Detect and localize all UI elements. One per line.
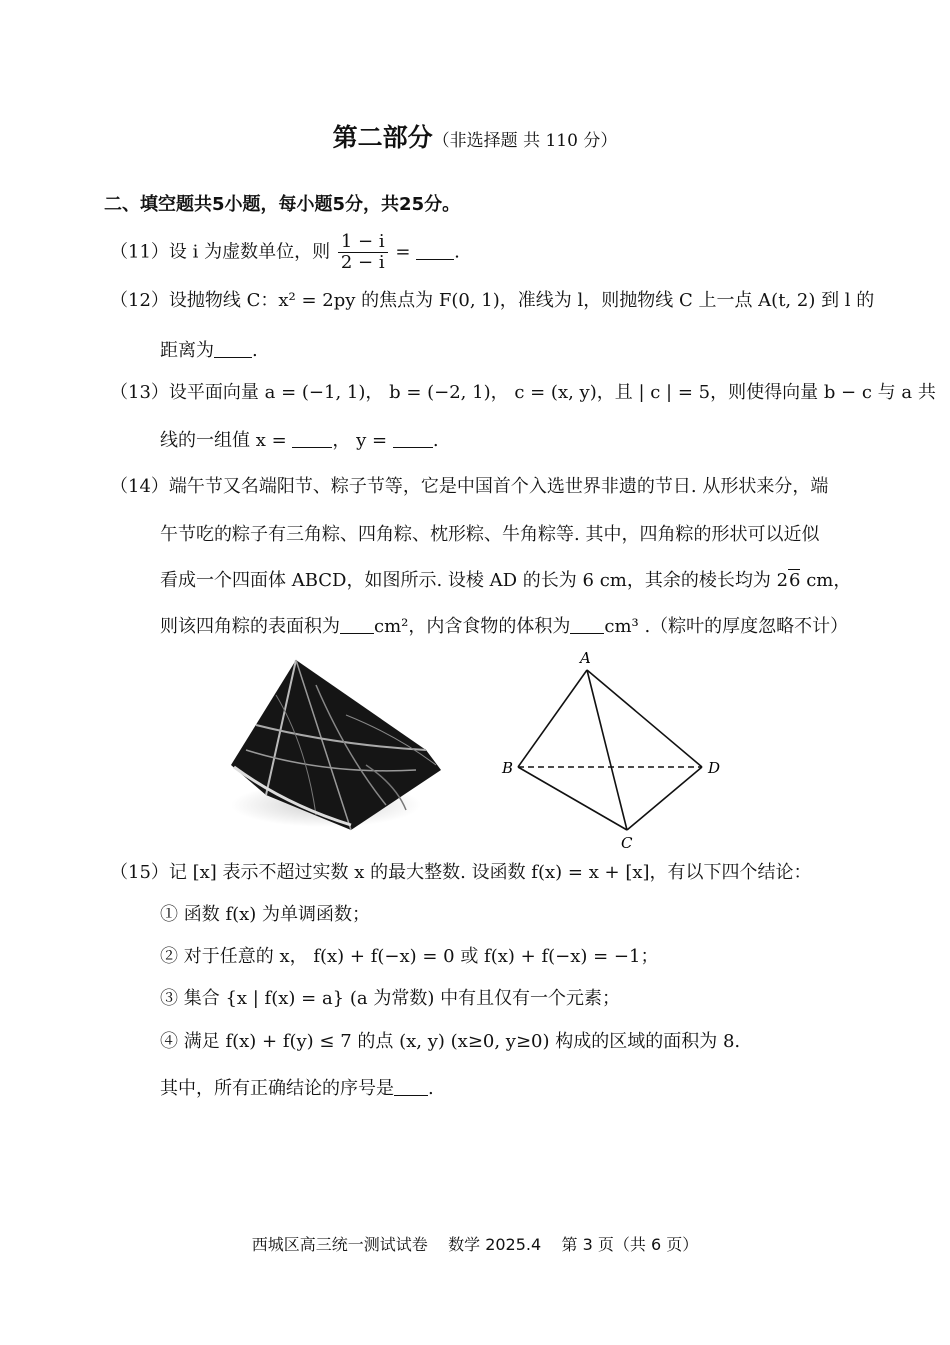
q15-answer-blank[interactable] xyxy=(394,1077,428,1096)
question-13-line-2 xyxy=(160,428,439,454)
question-12-line-2 xyxy=(160,338,258,364)
q15-ask-text: 其中，所有正确结论的序号是 xyxy=(160,1078,394,1099)
q14-number: （14） xyxy=(110,476,169,497)
q14-sqrt-radicand: 6 xyxy=(789,570,801,591)
q14-answer-blank-volume[interactable] xyxy=(570,615,604,634)
q14-text-4b: cm²，内含食物的体积为 xyxy=(374,616,571,637)
q11-text: 设 i 为虚数单位，则 xyxy=(168,241,331,263)
q15-statement-3: ③ 集合 {x | f(x) = a} (a 为常数) 中有且仅有一个元素； xyxy=(160,988,621,1009)
q15-end: . xyxy=(428,1078,434,1099)
q11-answer-blank[interactable] xyxy=(416,241,454,260)
q15-intro-text: 记 [x] 表示不超过实数 x 的最大整数. 设函数 f(x) = x + [x]，有以下四个结论： xyxy=(168,862,812,883)
edge-ab xyxy=(518,670,587,767)
q13-text-2a: 线的一组值 x = xyxy=(160,430,287,451)
q14-text-1: 端午节又名端阳节、粽子节等，它是中国首个入选世界非遗的节日. 从形状来分，端 xyxy=(168,476,829,497)
question-15-intro xyxy=(110,860,812,886)
q13-end: . xyxy=(432,430,439,451)
question-11 xyxy=(110,232,460,273)
q15-ask-line xyxy=(160,1076,434,1102)
q14-text-4c: cm³ .（粽叶的厚度忽略不计） xyxy=(604,616,849,637)
q11-equals: = xyxy=(395,241,411,263)
question-14-line-2 xyxy=(160,522,819,548)
q14-answer-blank-area[interactable] xyxy=(340,615,374,634)
q13-text-1: 设平面向量 a = (−1, 1)， b = (−2, 1)， c = (x, y)，且 | c | = 5，则使得向量 b − c 与 a 共 xyxy=(168,382,936,403)
q14-text-2: 午节吃的粽子有三角粽、四角粽、枕形粽、牛角粽等. 其中，四角粽的形状可以近似 xyxy=(160,524,820,545)
edge-ad xyxy=(587,670,702,767)
q12-answer-blank[interactable] xyxy=(214,339,252,358)
q11-fraction xyxy=(338,232,388,273)
question-13-line-1 xyxy=(110,380,936,406)
q14-text-3a: 看成一个四面体 ABCD，如图所示. 设棱 AD 的长为 6 cm，其余的棱长均为 2 xyxy=(160,570,789,591)
q15-statement-4: ④ 满足 f(x) + f(y) ≤ 7 的点 (x, y) (x≥0, y≥0) 构成的区域的面积为 8. xyxy=(160,1031,741,1052)
q11-end: . xyxy=(454,241,460,263)
vertex-label-a: A xyxy=(580,649,591,667)
q15-statement-2: ② 对于任意的 x， f(x) + f(−x) = 0 或 f(x) + f(−x) = −1； xyxy=(160,946,659,967)
q12-text-1: 设抛物线 C：x² = 2py 的焦点为 F(0, 1)，准线为 l，则抛物线 C 上一点 A(t, 2) 到 l 的 xyxy=(168,290,875,311)
q12-text-2: 距离为 xyxy=(160,340,214,361)
q11-fraction-numerator: 1 − i xyxy=(338,232,388,253)
tetrahedron-diagram xyxy=(490,645,750,855)
edge-cd xyxy=(627,767,702,830)
question-14-line-3 xyxy=(160,568,851,594)
vertex-label-d: D xyxy=(708,759,721,777)
q15-statement-1: ① 函数 f(x) 为单调函数； xyxy=(160,904,371,925)
part-title xyxy=(0,118,950,154)
q13-text-2b: ， y = xyxy=(332,430,388,451)
q12-number: （12） xyxy=(110,290,169,311)
question-12-line-1 xyxy=(110,288,874,314)
zongzi-photo xyxy=(226,655,466,835)
q12-end: . xyxy=(252,340,258,361)
vertex-label-c: C xyxy=(621,834,633,852)
page-footer: 西城区高三统一测试试卷 数学 2025.4 第 3 页（共 6 页） xyxy=(251,1235,699,1254)
part-title-sub: （非选择题 共 110 分） xyxy=(432,131,618,151)
question-14-line-1 xyxy=(110,474,828,500)
q14-text-4a: 则该四角粽的表面积为 xyxy=(160,616,340,637)
q15-number: （15） xyxy=(110,862,169,883)
q11-number: （11） xyxy=(110,241,169,263)
q11-fraction-denominator: 2 − i xyxy=(340,252,385,273)
edge-bc xyxy=(518,767,627,830)
edge-ac xyxy=(587,670,627,830)
section-heading: 二、填空题共5小题，每小题5分，共25分。 xyxy=(104,194,461,215)
q13-answer-blank-y[interactable] xyxy=(393,429,433,448)
q13-answer-blank-x[interactable] xyxy=(292,429,332,448)
vertex-label-b: B xyxy=(502,759,514,777)
q13-number: （13） xyxy=(110,382,169,403)
part-title-main: 第二部分 xyxy=(332,123,433,152)
question-14-line-4 xyxy=(160,614,848,640)
q14-text-3b: cm， xyxy=(800,570,852,591)
